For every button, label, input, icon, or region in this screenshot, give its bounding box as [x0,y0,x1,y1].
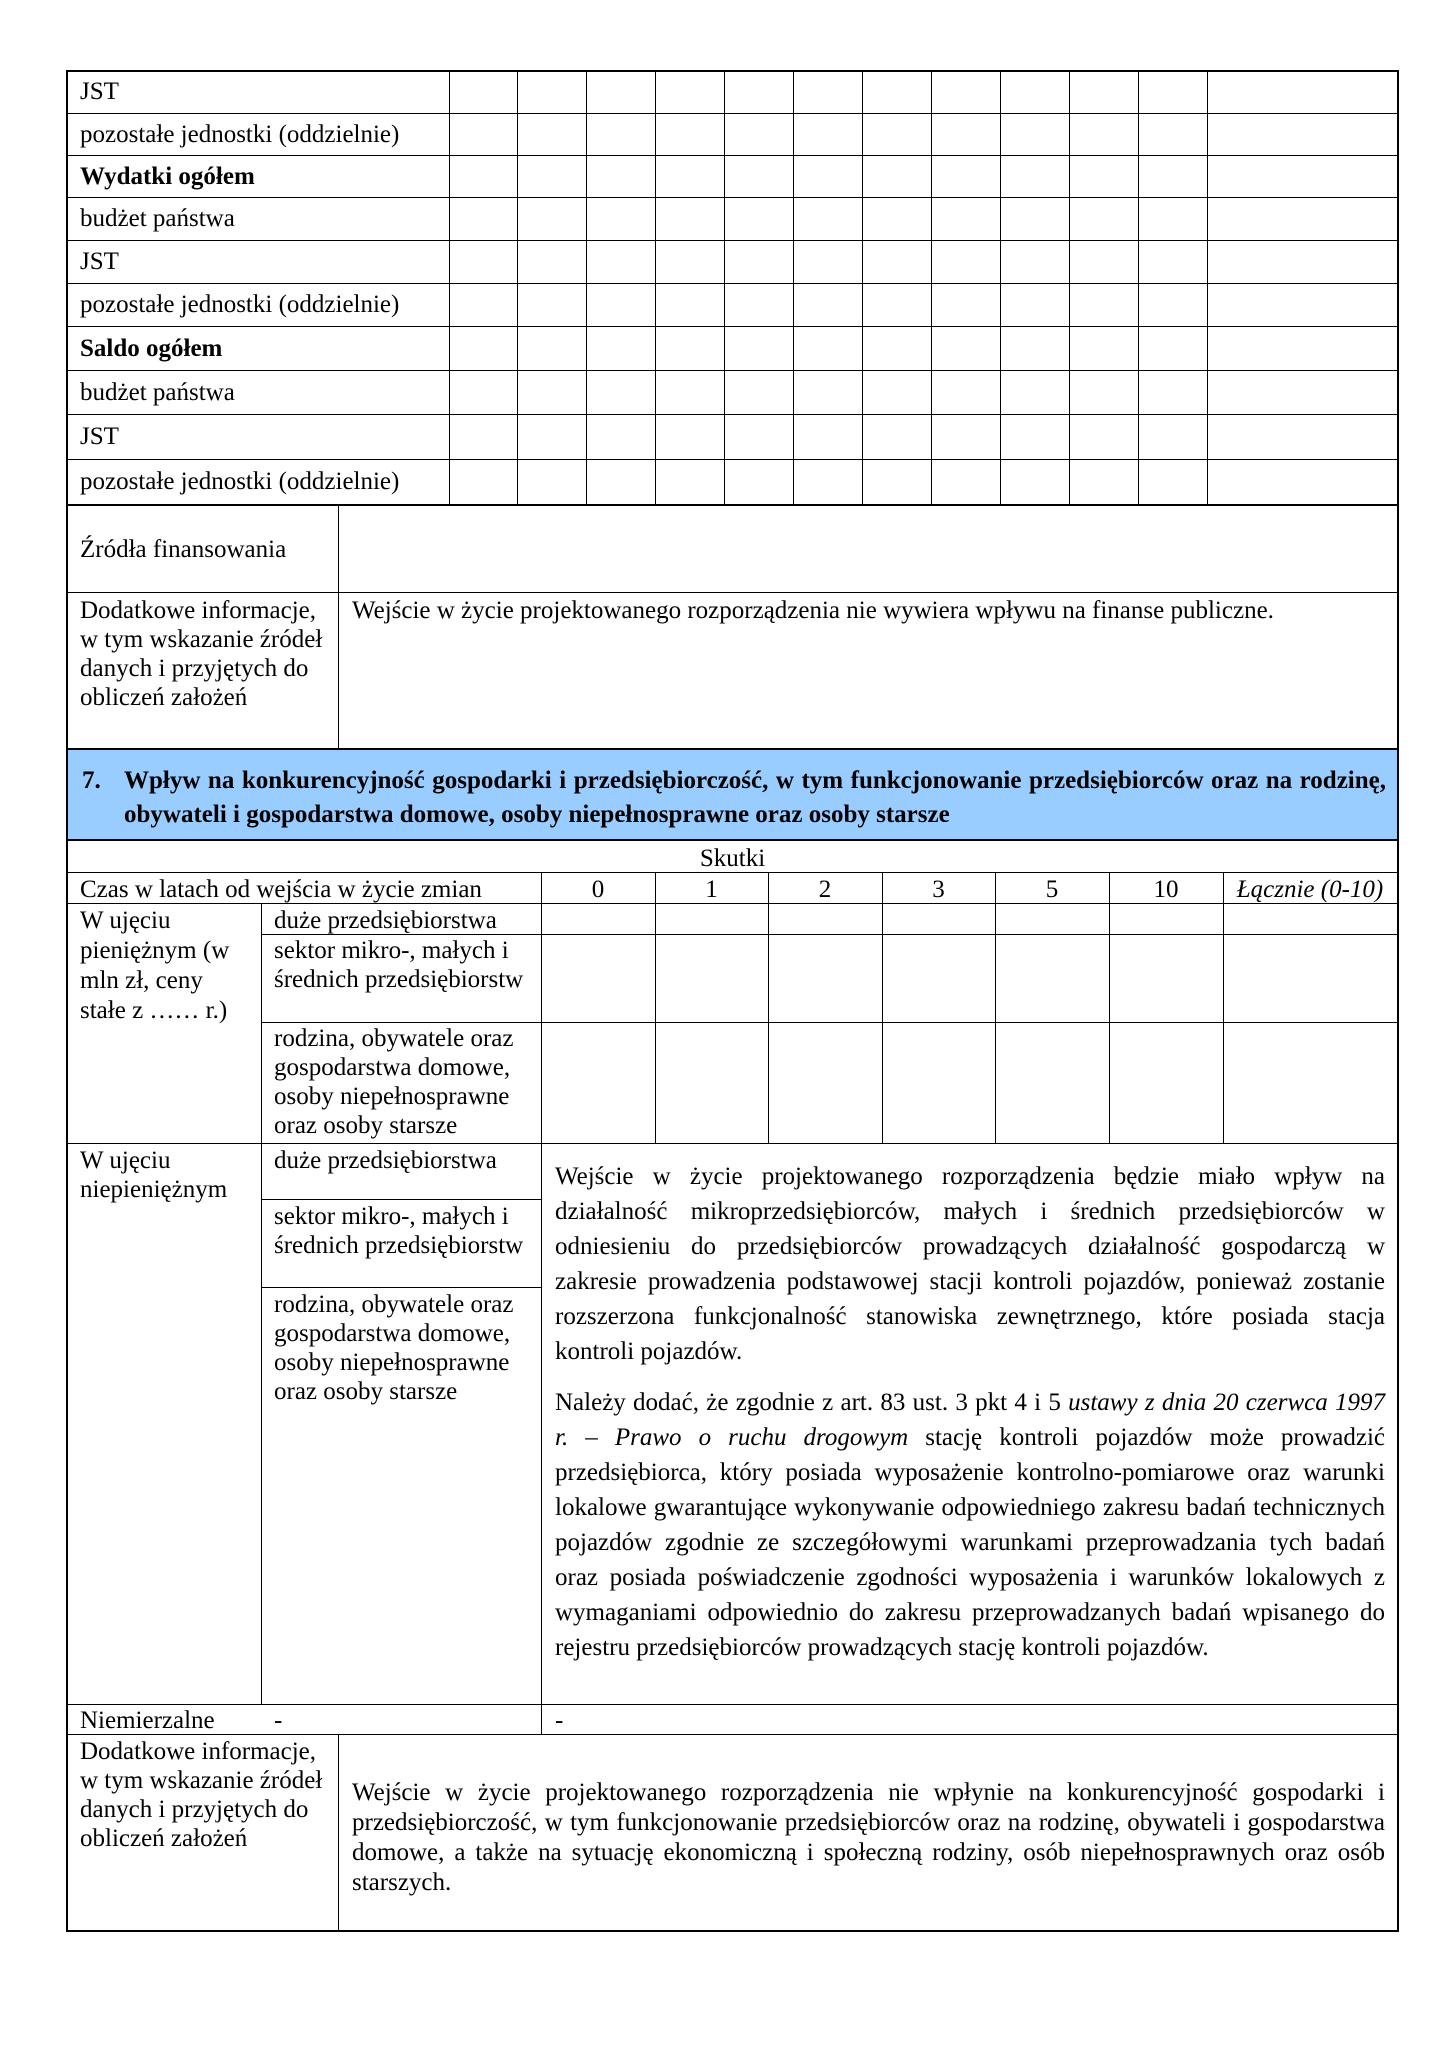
row-label-other-units: pozostałe jednostki (oddzielnie) [80,121,400,148]
additional-info-2-label: Dodatkowe informacje, w tym wskazanie źródeł danych i przyjętych do obliczeń założeń [80,1738,323,1852]
non-monetary-row-sme: sektor mikro-, małych i średnich przedsiębiorstw [274,1203,524,1259]
non-monetary-description-2: Należy dodać, że zgodnie z art. 83 ust. 3 pkt 4 i 5 ustawy z dnia 20 czerwca 1997 r. – Prawo o ruchu drogowym stację kontroli pojazdów może prowadzić przedsiębiorca, który posiada wyposażenie kontrolno-pomiarowe oraz warunki lokalowe gwarantujące wykonywanie odpowiedniego zakresu badań technicznych pojazdów zgodnie ze szczegółowymi warunkami przeprowadzania tych badań oraz posiada poświadczenie zgodności wyposażenia i warunków lokalowych z wymaganiami odpowiednio do zakresu przeprowadzanych badań wpisanego do rejestru przedsiębiorców prowadzących stację kontroli pojazdów. [555,1389,1386,1661]
additional-info-label: Dodatkowe informacje, w tym wskazanie źródeł danych i przyjętych do obliczeń założeń [80,597,323,711]
unmeasurable-value-1: - [274,1707,283,1734]
additional-info-text: Wejście w życie projektowanego rozporządzenia nie wywiera wpływu na finanse publiczne. [352,597,1274,624]
time-label: Czas w latach od wejścia w życie zmian [80,876,482,903]
effects-header: Skutki [699,845,766,872]
year-5: 5 [1045,876,1059,903]
non-monetary-row-family: rodzina, obywatele oraz gospodarstwa domowe, osoby niepełnosprawne oraz osoby starsze [274,1291,514,1405]
section-7-title: Wpływ na konkurencyjność gospodarki i przedsiębiorczość, w tym funkcjonowanie przedsiębiorców oraz na rodzinę, obywateli i gospodarstwa domowe, osoby niepełnosprawne oraz osoby starsze [124,767,1386,828]
year-2: 2 [818,876,832,903]
year-0: 0 [591,876,605,903]
non-monetary-description-1: Wejście w życie projektowanego rozporządzenia będzie miało wpływ na działalność mikroprzedsiębiorców, małych i średnich przedsiębiorców w odniesieniu do przedsiębiorców prowadzących działalność gospodarczą w zakresie prowadzenia podstawowej stacji kontroli pojazdów, ponieważ zostanie rozszerzona funkcjonalność stanowiska zewnętrznego, które posiada stacja kontroli pojazdów. [555,1163,1385,1365]
monetary-row-sme: sektor mikro-, małych i średnich przedsiębiorstw [274,937,524,993]
unmeasurable-value-2: - [555,1707,564,1734]
non-monetary-label: W ujęciu niepieniężnym [80,1147,228,1203]
row-label-jst: JST [80,423,119,450]
year-10: 10 [1153,876,1179,903]
row-label-state-budget: budżet państwa [80,379,235,406]
row-label-balance-total: Saldo ogółem [80,335,223,362]
year-total: Łącznie (0-10) [1236,876,1384,903]
row-label-other-units: pozostałe jednostki (oddzielnie) [80,468,400,495]
additional-info-2-text: Wejście w życie projektowanego rozporządzenia nie wpłynie na konkurencyjność gospodarki i przedsiębiorczość, w tym funkcjonowanie przedsiębiorców oraz na rodzinę, obywateli i gospodarstwa domowe, a także na sytuację ekonomiczną i społeczną rodziny, osób niepełnosprawnych oraz osób starszych. [352,1779,1385,1896]
monetary-label: W ujęciu pieniężnym (w mln zł, ceny stałe z …… r.) [80,907,230,1024]
row-label-state-budget: budżet państwa [80,205,235,232]
unmeasurable-label: Niemierzalne [80,1707,215,1734]
monetary-row-family: rodzina, obywatele oraz gospodarstwa domowe, osoby niepełnosprawne oraz osoby starsze [274,1025,514,1139]
row-label-jst: JST [80,248,119,275]
row-label-jst: JST [80,78,119,105]
row-label-expenditure-total: Wydatki ogółem [80,163,255,190]
row-label-other-units: pozostałe jednostki (oddzielnie) [80,291,400,318]
financing-sources-label: Źródła finansowania [80,536,287,563]
year-3: 3 [932,876,945,903]
non-monetary-row-large: duże przedsiębiorstwa [274,1147,497,1174]
year-1: 1 [705,876,718,903]
section-7-number: 7. [82,767,101,794]
monetary-row-large: duże przedsiębiorstwa [274,907,497,934]
